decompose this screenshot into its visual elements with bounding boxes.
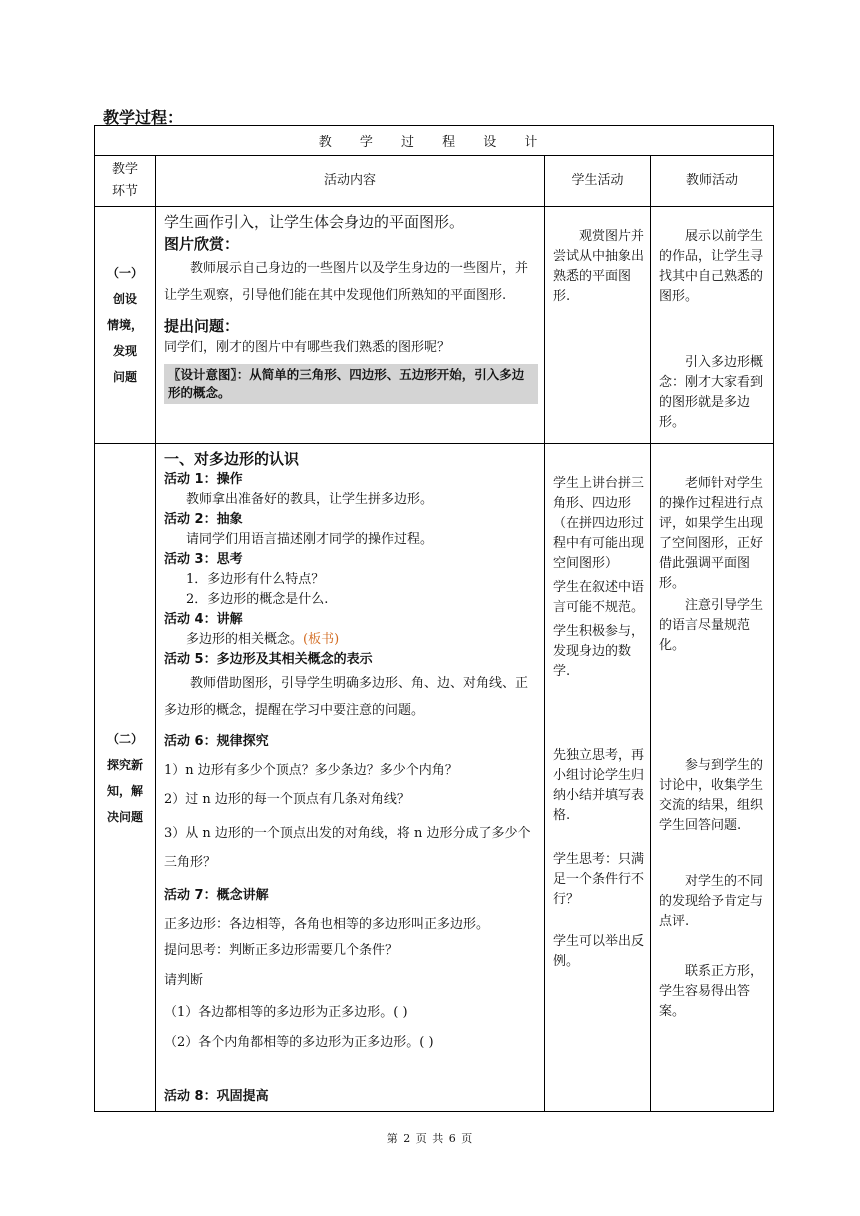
activity6-q2: 2）过 n 边形的每一个顶点有几条对角线？ [164,792,410,807]
activity7-judge: 请判断 [164,973,204,988]
activity5-title: 活动 5：多边形及其相关概念的表示 [164,652,373,667]
activity3-title: 活动 3：思考 [164,552,243,567]
section-title: 一、对多边形的认识 [164,450,300,468]
activity7-def: 正多边形：各边相等，各角也相等的多边形叫正多边形。 [164,917,490,932]
activity4-note: (板书) [303,632,340,647]
activity7-j1: （1）各边都相等的多边形为正多边形。( ) [164,1005,408,1020]
stage2-teacher-c: 参与到学生的讨论中，收集学生交流的结果，组织学生回答问题. [659,758,764,833]
stage2-teacher-b: 注意引导学生的语言尽量规范化。 [659,598,764,653]
stage1-label [95,207,156,444]
stage2-student-b: 学生在叙述中语言可能不规范。 [553,580,645,615]
design-note: 〖设计意图〗：从简单的三角形、四边形、五边形开始，引入多边形的概念。 [164,364,538,404]
stage2-line: 探究新 [106,757,143,772]
stage2-student-d: 先独立思考，再小组讨论学生归纳小结并填写表格. [553,748,645,823]
stage2-student-e: 学生思考：只满足一个条件行不行？ [553,852,645,907]
activity1-text: 教师拿出准备好的教具，让学生拼多边形。 [186,492,434,507]
activity6-q3: 3）从 n 边形的一个顶点出发的对角线，将 n 边形分成了多少个三角形？ [164,826,531,870]
stage1-line: （一） [106,266,143,280]
table-row-stage2 [95,444,774,1112]
activity2-title: 活动 2：抽象 [164,512,243,527]
activity7-j2: （2）各个内角都相等的多边形为正多边形。( ) [164,1035,434,1050]
activity2-text: 请同学们用语言描述刚才同学的操作过程。 [186,532,434,547]
page-heading: 教学过程： [103,108,184,127]
stage2-student-f: 学生可以举出反例。 [553,934,645,969]
activity8-title: 活动 8：巩固提高 [164,1089,269,1104]
activity6-q1: 1）n 边形有多少个顶点？多少条边？多少个内角？ [164,763,458,778]
pic-title: 图片欣赏： [164,235,240,253]
header-stage-line2: 环节 [111,184,138,199]
stage1-teacher-text-a: 展示以前学生的作品，让学生寻找其中自己熟悉的图形。 [659,229,764,304]
stage2-line: 决问题 [106,809,143,824]
stage2-teacher-d: 对学生的不同的发现给予肯定与点评. [659,874,764,929]
activity3-q1: 1．多边形有什么特点？ [186,572,325,587]
activity4-line [164,630,538,650]
stage2-student-c: 学生积极参与，发现身边的数学. [553,624,645,679]
activity6-title: 活动 6：规律探究 [164,734,269,749]
question-text: 同学们，刚才的图片中有哪些我们熟悉的图形呢？ [164,340,451,355]
activity1-title: 活动 1：操作 [164,472,243,487]
header-student: 学生活动 [545,156,651,207]
stage2-teacher-a: 老师针对学生的操作过程进行点评，如果学生出现了空间图形，正好借此强调平面图形。 [659,476,764,591]
stage1-line: 问题 [112,370,137,384]
stage1-line: 发现 [112,344,137,358]
stage2-teacher-e: 联系正方形，学生容易得出答案。 [659,964,764,1019]
table-caption: 教 学 过 程 设 计 [95,126,774,156]
stage1-student-text: 观赏图片并尝试从中抽象出熟悉的平面图形. [553,229,645,304]
header-content: 活动内容 [156,156,545,207]
stage2-line: 知，解 [106,783,143,798]
stage2-student [545,444,651,1112]
activity4-text: 多边形的相关概念。 [186,632,304,647]
table-header-row [95,156,774,207]
activity5-text: 教师借助图形，引导学生明确多边形、角、边、对角线、正多边形的概念，提醒在学习中要注意的问题。 [164,676,529,718]
stage1-student [545,207,651,444]
stage2-teacher [651,444,774,1112]
stage2-content [156,444,545,1112]
stage2-line: （二） [106,731,143,746]
stage1-teacher [651,207,774,444]
stage1-line: 创设 [112,292,137,306]
stage1-line: 情境， [106,318,143,332]
stage2-student-a: 学生上讲台拼三角形、四边形（在拼四边形过程中有可能出现空间图形） [553,476,645,571]
teaching-process-table [94,125,774,1112]
stage1-teacher-text-b: 引入多边形概念：刚才大家看到的图形就是多边形。 [659,355,764,430]
activity4-title: 活动 4：讲解 [164,612,243,627]
header-teacher: 教师活动 [651,156,774,207]
header-stage-line1: 教学 [111,162,138,177]
table-row-stage1 [95,207,774,444]
pic-text: 教师展示自己身边的一些图片以及学生身边的一些图片，并让学生观察，引导他们能在其中发现他们所熟知的平面图形. [164,261,529,303]
question-title: 提出问题： [164,317,240,335]
stage1-intro: 学生画作引入，让学生体会身边的平面图形。 [164,213,465,231]
activity3-q2: 2．多边形的概念是什么. [186,592,329,607]
activity7-ask: 提问思考：判断正多边形需要几个条件？ [164,943,399,958]
stage1-content [156,207,545,444]
activity7-title: 活动 7：概念讲解 [164,888,269,903]
stage2-label [95,444,156,1112]
header-stage [95,156,156,207]
page-footer: 第 2 页 共 6 页 [386,1132,474,1145]
